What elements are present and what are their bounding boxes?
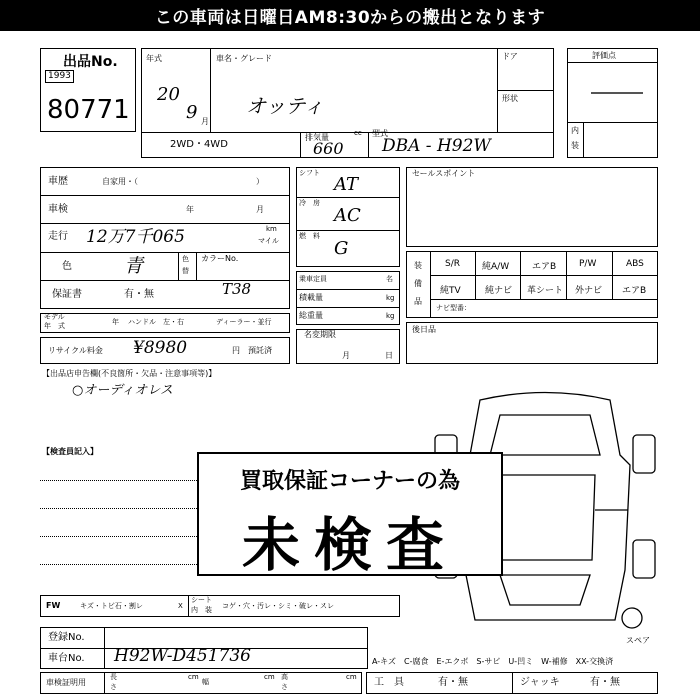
lot-label: 出品No. (63, 54, 118, 70)
jack-options: 有・無 (590, 677, 620, 688)
seat-label-bottom: 内 装 (191, 606, 212, 614)
equipment-label-2: 備 (414, 279, 422, 288)
length-label-top: 長 (110, 673, 117, 681)
handle-label: ハンドル 左・右 (128, 318, 184, 326)
roof-panel (495, 475, 595, 560)
cert-row (40, 672, 362, 694)
month-label: 月 (201, 117, 209, 126)
model-year-label-top: モデル (44, 313, 65, 321)
load-unit: kg (386, 294, 395, 302)
shift-value: AT (334, 174, 359, 195)
mileage-label: 走行 (48, 231, 68, 242)
ac-value: AC (334, 205, 361, 226)
width-label: 幅 (202, 678, 209, 686)
color-label: 色 (62, 261, 72, 272)
lot-number: 80771 (47, 95, 130, 125)
rating-box (567, 48, 658, 158)
warranty-options: 有・無 (124, 289, 154, 300)
fw-value: キズ・トビ石・割レ (80, 602, 143, 610)
model-year-label-bottom: 年 式 (44, 322, 65, 330)
month-value: 9 (186, 102, 198, 123)
spare-label: スペア (626, 636, 650, 645)
year-label: 年式 (146, 54, 162, 63)
inspector-label: 【検査員記入】 (42, 447, 98, 456)
fuel-label: 燃 料 (299, 232, 320, 240)
inspection-month-unit: 月 (256, 205, 264, 214)
model-label: 型式 (372, 129, 388, 138)
width-cm: cm (264, 673, 275, 681)
equip-navi: 純ナビ (485, 286, 513, 296)
displacement-value: 660 (313, 139, 344, 158)
length-cm: cm (188, 673, 199, 681)
after-items-box (406, 322, 658, 364)
gross-unit: kg (386, 312, 395, 320)
interior-label-top: 内 (571, 126, 579, 135)
lot-number-box (40, 48, 136, 132)
car-name-value: オッティ (246, 94, 324, 118)
declaration-value: ○オーディオレス (72, 383, 173, 398)
rear-window (500, 575, 590, 605)
chassis-value: H92W-D451736 (114, 646, 251, 666)
height-label-bottom: さ (281, 683, 288, 691)
length-label-bottom: さ (110, 683, 117, 691)
mile-label: マイル (258, 237, 279, 245)
navi-model-label: ナビ型番： (436, 304, 471, 312)
tools-label: 工 具 (374, 677, 404, 688)
shape-label: 形状 (502, 94, 518, 103)
mileage-value: 12万7千065 (86, 227, 185, 247)
after-items-label: 後日品 (412, 325, 436, 334)
legend: A-キズ C-腐食 E-エクボ S-サビ U-凹ミ W-補修 XX-交換済 (372, 657, 614, 666)
declaration-label: 【出品店申告欄(不良箇所・欠品・注意事項等)】 (42, 369, 217, 378)
car-name-label: 車名・グレード (216, 54, 272, 63)
equip-tv: 純TV (440, 286, 461, 296)
windshield (490, 415, 600, 455)
equip-ext-navi: 外ナビ (575, 286, 603, 296)
recycle-value: ¥8980 (133, 338, 188, 358)
height-cm: cm (346, 673, 357, 681)
history-close: ） (256, 177, 264, 186)
color-change-bottom: 替 (182, 267, 189, 275)
fw-label: FW (46, 601, 61, 610)
color-change-top: 色 (182, 255, 189, 263)
history-label: 車歴 (48, 176, 68, 187)
door-label: ドア (502, 52, 518, 61)
year-value: 20 (157, 84, 180, 105)
model-value: DBA - H92W (382, 136, 491, 156)
capacity-label: 乗車定員 (299, 275, 327, 283)
recycle-label: リサイクル料金 (48, 346, 103, 355)
reg-change-day: 日 (385, 351, 393, 360)
stamp-line-2: 未検査 (241, 511, 458, 579)
equip-power-window: P/W (579, 259, 597, 269)
front-right-wheel (633, 435, 655, 473)
drive-label: 2WD・4WD (170, 139, 228, 150)
color-no-value: T38 (222, 280, 252, 298)
km-label: km (266, 225, 277, 233)
rating-label: 評価点 (592, 51, 616, 60)
capacity-unit: 名 (386, 275, 393, 283)
cert-label: 車検証明用 (46, 678, 86, 687)
warranty-label: 保証書 (52, 289, 82, 300)
reg-change-month: 月 (342, 351, 350, 360)
ac-label: 冷 房 (299, 199, 320, 207)
lot-badge: 1993 (45, 70, 74, 83)
displacement-label: 排気量 (305, 133, 329, 142)
equipment-label-1: 装 (414, 261, 422, 270)
equip-abs: ABS (626, 259, 644, 269)
color-value: 青 (124, 255, 144, 277)
inspection-label: 車検 (48, 204, 68, 215)
equipment-label-3: 品 (414, 297, 422, 306)
recycle-unit: 円 (232, 346, 240, 355)
equip-leather: 革シート (527, 286, 564, 296)
equip-airbag-2: エアB (622, 286, 647, 296)
uninspected-stamp (197, 452, 503, 579)
gross-label: 総重量 (299, 311, 323, 320)
cc-label: cc (354, 129, 362, 137)
recycle-status: 預託済 (248, 346, 272, 355)
equip-alloy-wheel: 純A/W (482, 262, 510, 272)
rear-right-wheel (633, 540, 655, 578)
history-value: 自家用・（ (102, 177, 138, 186)
height-label-top: 高 (281, 673, 288, 681)
interior-label-bottom: 装 (571, 141, 579, 150)
fw-x-mark: X (178, 602, 183, 610)
color-no-label: カラーNo. (201, 254, 239, 263)
shift-label: シフト (299, 169, 320, 177)
notice-banner: この車両は日曜日AM8:30からの搬出となります (0, 0, 700, 31)
tools-options: 有・無 (438, 677, 468, 688)
seat-label-top: シート (191, 596, 212, 604)
reg-change-label: 名変期限 (304, 330, 336, 339)
load-label: 積載量 (299, 293, 323, 302)
reg-no-label: 登録No. (48, 632, 85, 643)
spare-tire (622, 608, 642, 628)
jack-label: ジャッキ (520, 677, 560, 688)
chassis-label: 車台No. (48, 653, 85, 664)
equip-sunroof: S/R (445, 259, 460, 269)
stamp-line-1: 買取保証コーナーの為 (239, 469, 460, 494)
fuel-value: G (334, 238, 349, 259)
seat-value: コゲ・穴・汚レ・シミ・破レ・スレ (222, 602, 334, 610)
inspection-year-unit: 年 (186, 205, 194, 214)
sales-point-label: セールスポイント (412, 169, 476, 178)
model-year-unit: 年 (112, 318, 119, 326)
equip-airbag: エアB (532, 262, 557, 272)
dealer-label: ディーラー・並行 (216, 318, 272, 326)
sales-point-box (406, 167, 658, 247)
